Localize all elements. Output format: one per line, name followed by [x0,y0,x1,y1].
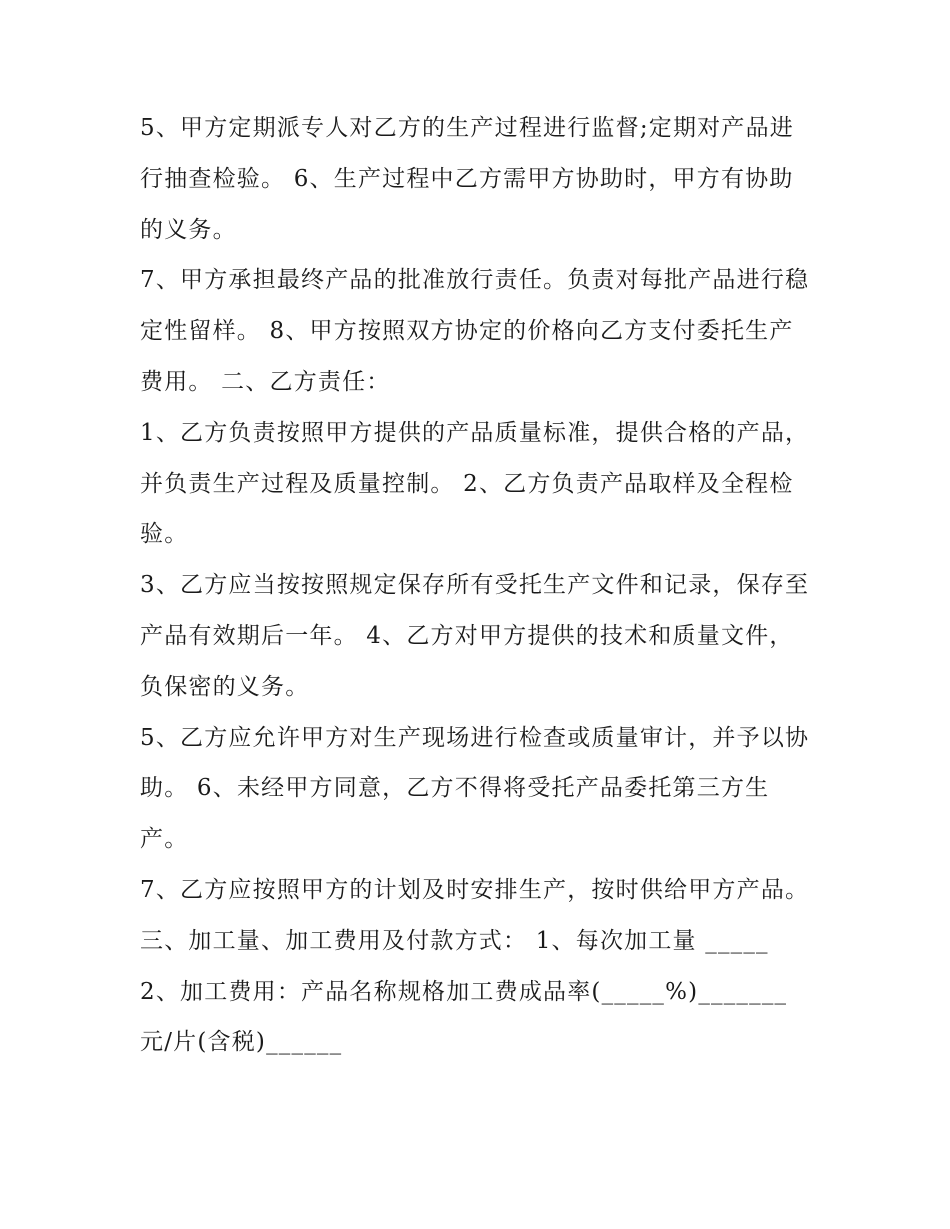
paragraph-party-b-items-5-6: 5、乙方应允许甲方对生产现场进行检查或质量审计，并予以协助。 6、未经甲方同意，乙方不得将受托产品委托第三方生产。 [140,724,810,853]
paragraph-processing-fee: 2、加工费用：产品名称规格加工费成品率(_____%)_______ 元/片(含税)______ [140,978,788,1056]
paragraph-party-a-items-5-6: 5、甲方定期派专人对乙方的生产过程进行监督;定期对产品进行抽查检验。 6、生产过程中乙方需甲方协助时，甲方有协助的义务。 [140,115,794,243]
paragraph-party-a-items-7-8: 7、甲方承担最终产品的批准放行责任。负责对每批产品进行稳定性留样。 8、甲方按照双方协定的价格向乙方支付委托生产费用。 二、乙方责任： [140,267,810,395]
document-body [140,103,810,1068]
paragraph-party-b-item-7-processing: 7、乙方应按照甲方的计划及时安排生产，按时供给甲方产品。 三、加工量、加工费用及付款方式： 1、每次加工量 _____ [140,876,810,954]
paragraph-party-b-items-3-4: 3、乙方应当按按照规定保存所有受托生产文件和记录，保存至产品有效期后一年。 4、乙方对甲方提供的技术和质量文件，负保密的义务。 [140,572,810,700]
paragraph-party-b-items-1-2: 1、乙方负责按照甲方提供的产品质量标准，提供合格的产品，并负责生产过程及质量控制。 2、乙方负责产品取样及全程检验。 [140,419,810,548]
